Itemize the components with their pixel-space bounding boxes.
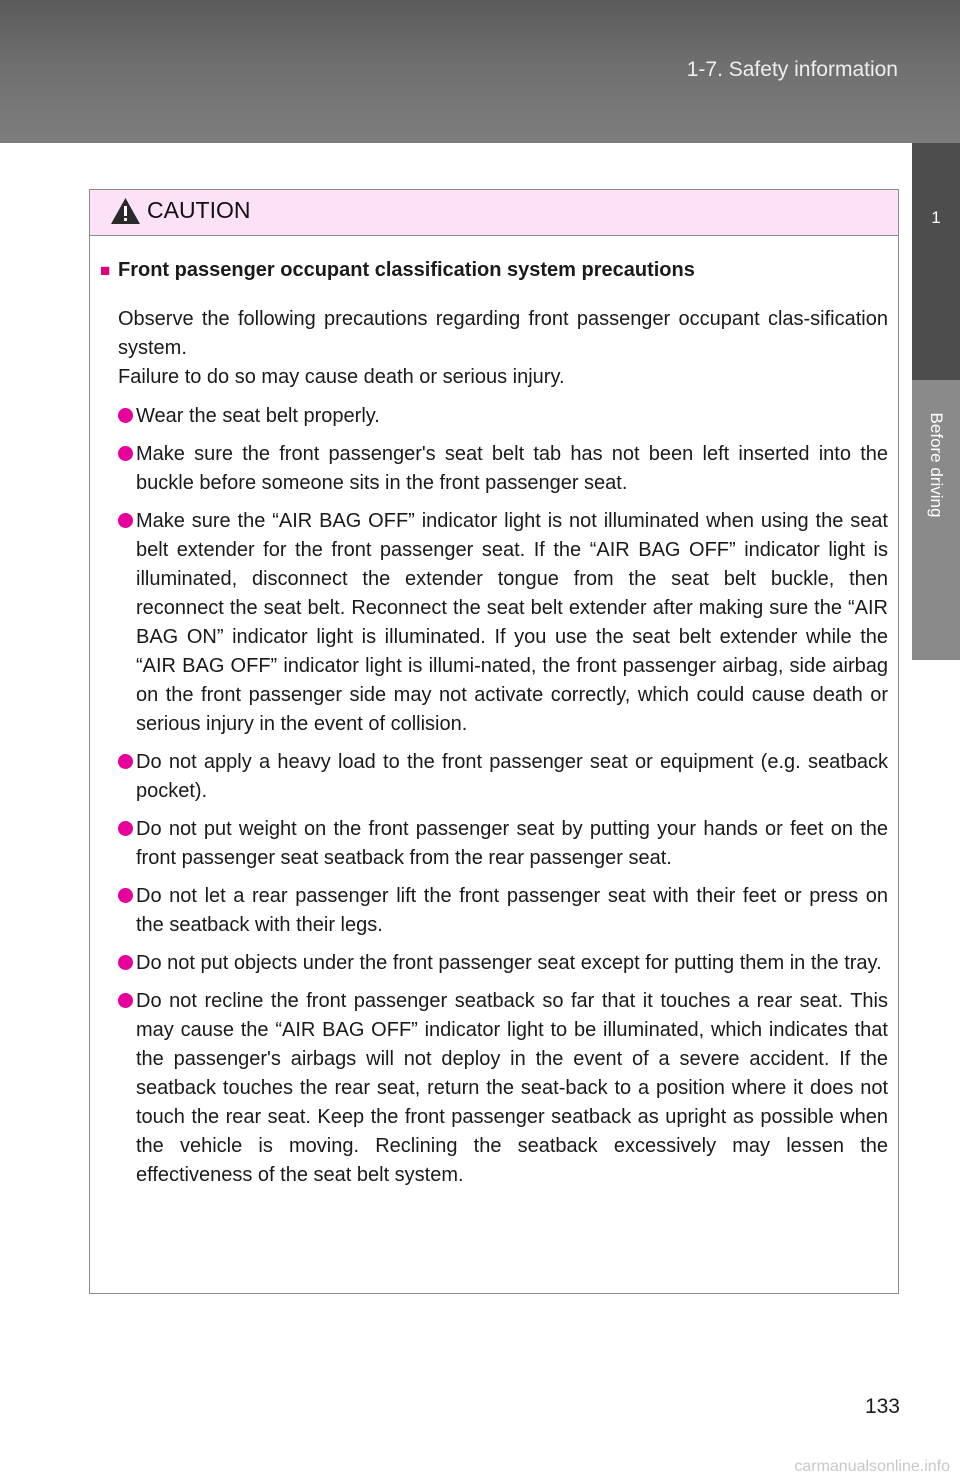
caution-header xyxy=(90,190,898,236)
topic-heading xyxy=(100,256,888,285)
list-item: Do not recline the front passenger seatback so far that it touches a rear seat. This may cause the “AIR BAG OFF” indicator light to be illuminated, which indicates that the passenger's airbags will not deploy in the event of a severe accident. If the seatback touches the rear seat, return the seat-back to a position where it does not touch the rear seat. Keep the front passenger seatback as upright as possible when the vehicle is moving. Reclining the seatback excessively may lessen the effectiveness of the seat belt system. xyxy=(118,987,888,1190)
list-item: Make sure the “AIR BAG OFF” indicator light is not illuminated when using the seat belt extender for the front passenger seat. If the “AIR BAG OFF” indicator light is illuminated, disconnect the extender tongue from the seat belt buckle, then reconnect the seat belt. Reconnect the seat belt extender after making sure the “AIR BAG ON” indicator light is illuminated. If you use the seat belt extender while the “AIR BAG OFF” indicator light is illumi-nated, the front passenger airbag, side airbag on the front passenger side may not activate correctly, which could cause death or serious injury in the event of collision. xyxy=(118,507,888,739)
list-item: Do not apply a heavy load to the front passenger seat or equipment (e.g. seatback pocket). xyxy=(118,748,888,806)
caution-body xyxy=(90,236,898,1190)
intro-paragraph: Observe the following precautions regarding front passenger occupant clas-sification system. xyxy=(118,308,888,359)
list-item: Wear the seat belt properly. xyxy=(118,402,888,431)
list-item: Do not let a rear passenger lift the front passenger seat with their feet or press on the seatback with their legs. xyxy=(118,882,888,940)
warning-triangle-icon xyxy=(110,197,141,225)
page-number: 133 xyxy=(864,1395,900,1418)
intro-paragraph-2: Failure to do so may cause death or serious injury. xyxy=(118,366,565,388)
chapter-tab xyxy=(912,143,960,380)
bullet-dot-icon xyxy=(118,507,136,525)
list-item: Do not put weight on the front passenger seat by putting your hands or feet on the front passenger seat seatback from the rear passenger seat. xyxy=(118,815,888,873)
bullet-dot-icon xyxy=(118,815,136,833)
caution-box xyxy=(89,189,899,1294)
bullet-dot-icon xyxy=(118,748,136,766)
bullet-dot-icon xyxy=(118,402,136,420)
list-item: Make sure the front passenger's seat belt tab has not been left inserted into the buckle before someone sits in the front passenger seat. xyxy=(118,440,888,498)
caution-label: CAUTION xyxy=(147,197,251,223)
bullet-dot-icon xyxy=(118,882,136,900)
watermark: carmanualsonline.info xyxy=(794,1458,950,1475)
precaution-list xyxy=(100,402,888,1190)
chapter-number: 1 xyxy=(931,208,941,227)
bullet-dot-icon xyxy=(118,949,136,967)
list-item: Do not put objects under the front passenger seat except for putting them in the tray. xyxy=(118,949,888,978)
bullet-dot-icon xyxy=(118,987,136,1005)
chapter-name: Before driving xyxy=(927,412,946,518)
square-bullet-icon: ■ xyxy=(100,261,111,280)
bullet-dot-icon xyxy=(118,440,136,458)
section-title: 1-7. Safety information xyxy=(686,58,898,81)
topic-text: Front passenger occupant classification system precautions xyxy=(118,259,695,281)
